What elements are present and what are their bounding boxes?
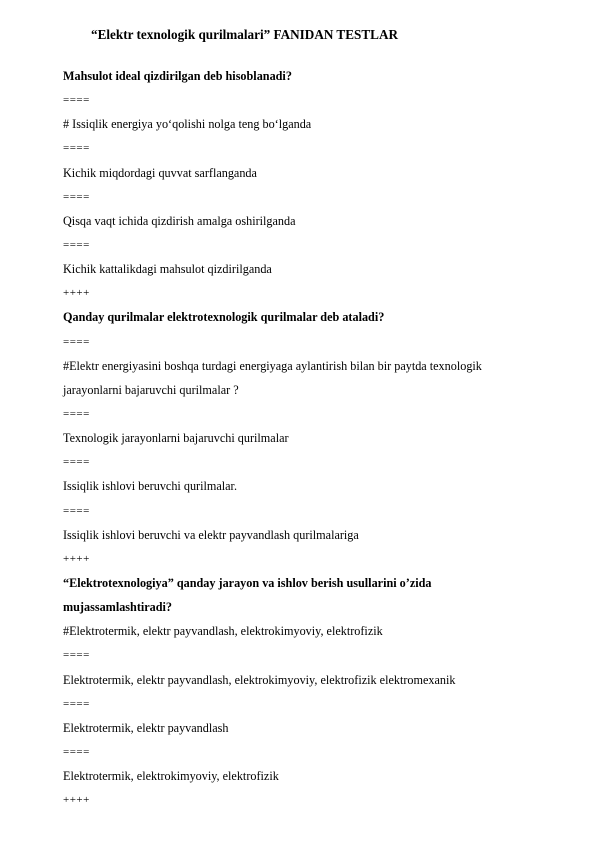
answer-option: Qisqa vaqt ichida qizdirish amalga oshirilganda	[63, 213, 296, 228]
separator-marker: ====	[63, 745, 90, 758]
answer-option: # Issiqlik energiya yo‘qolishi nolga teng bo‘lganda	[63, 117, 312, 132]
test-content	[63, 64, 563, 812]
separator-marker: ====	[63, 456, 90, 469]
answer-option: #Elektrotermik, elektr payvandlash, elektrokimyoviy, elektrofizik	[63, 624, 383, 639]
separator-marker: ====	[63, 504, 90, 517]
answer-option: Kichik kattalikdagi mahsulot qizdirilganda	[63, 262, 272, 277]
question-text: Qanday qurilmalar elektrotexnologik qurilmalar deb ataladi?	[63, 310, 385, 325]
answer-option: Elektrotermik, elektrokimyoviy, elektrofizik	[63, 769, 279, 784]
answer-option: Texnologik jarayonlarni bajaruvchi qurilmalar	[63, 431, 289, 446]
answer-option: Issiqlik ishlovi beruvchi qurilmalar.	[63, 479, 237, 494]
separator-marker: ++++	[63, 794, 90, 807]
separator-marker: ++++	[63, 552, 90, 565]
separator-marker: ====	[63, 649, 90, 662]
separator-marker: ====	[63, 335, 90, 348]
separator-marker: ====	[63, 94, 90, 107]
answer-option: Issiqlik ishlovi beruvchi va elektr payvandlash qurilmalariga	[63, 527, 359, 542]
answer-option: #Elektr energiyasini boshqa turdagi energiyaga aylantirish bilan bir paytda texnologik	[63, 358, 482, 373]
separator-marker: ++++	[63, 287, 90, 300]
document-title: “Elektr texnologik qurilmalari” FANIDAN TESTLAR	[91, 27, 399, 42]
answer-option: Elektrotermik, elektr payvandlash	[63, 720, 229, 735]
separator-marker: ====	[63, 407, 90, 420]
question-text: Mahsulot ideal qizdirilgan deb hisoblanadi?	[63, 69, 292, 83]
answer-option: Elektrotermik, elektr payvandlash, elektrokimyoviy, elektrofizik elektromexanik	[63, 672, 456, 687]
separator-marker: ====	[63, 697, 90, 710]
answer-option: jarayonlarni bajaruvchi qurilmalar ?	[63, 382, 239, 397]
question-text: “Elektrotexnologiya” qanday jarayon va ishlov berish usullarini o’zida	[63, 575, 432, 590]
question-text: mujassamlashtiradi?	[63, 600, 173, 615]
answer-option: Kichik miqdordagi quvvat sarflanganda	[63, 165, 257, 180]
separator-marker: ====	[63, 190, 90, 203]
separator-marker: ====	[63, 142, 90, 155]
separator-marker: ====	[63, 238, 90, 251]
